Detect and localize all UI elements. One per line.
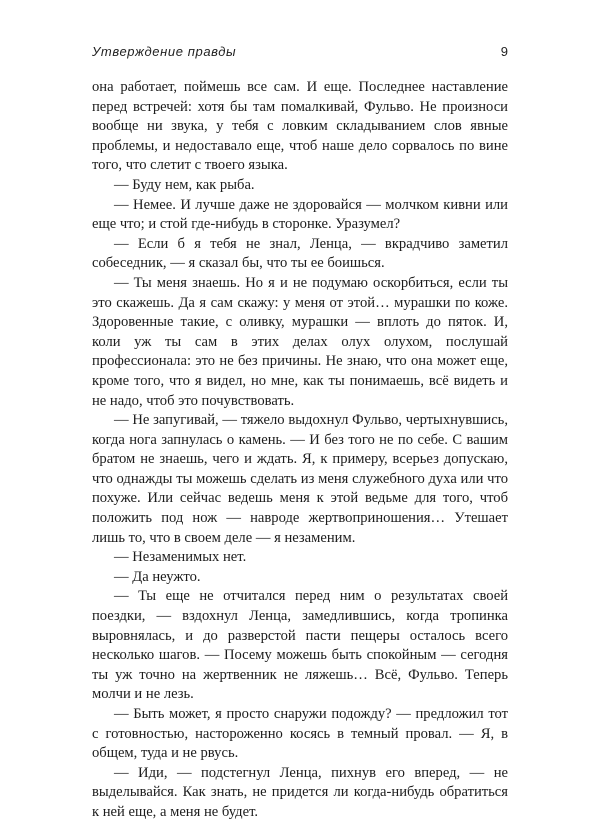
paragraph: — Если б я тебя не знал, Ленца, — вкрадчиво заметил собеседник, — я сказал бы, что ты ее боишься. [92,235,508,272]
paragraph: — Незаменимых нет. [114,549,247,566]
running-head [92,44,508,64]
paragraph: — Не запугивай, — тяжело выдохнул Фульво, чертыхнувшись, когда нога запнулась о камень. — И без того не по себе. С вашим братом не знаешь, чего и ждать. Я, к примеру, всерьез допускаю, что однажды ты можешь сделать из меня служебного духа или что похуже. Или сейчас ведешь меня к этой ведьме для того, чтоб положить под нож — навроде жертвоприношения… Утешает лишь то, что в своем деле — я незаменим. [92,412,508,546]
paragraph: — Да неужто. [114,568,201,585]
paragraph: — Иди, — подстегнул Ленца, пихнув его вперед, — не выделывайся. Как знать, не придется ли когда-нибудь обратиться к ней еще, а меня не будет. [92,764,508,820]
paragraph: она работает, поймешь все сам. И еще. Последнее наставление перед встречей: хотя бы там помалкивай, Фульво. Не произноси вообще ни звука, у тебя с ловким складыванием слов явные проблемы, и недоставало еще, чтоб наше дело сорвалось по вине того, что слетит с твоего языка. [92,79,508,174]
paragraph: — Ты еще не отчитался перед ним о результатах своей поездки, — вздохнул Ленца, замедлившись, когда тропинка выровнялась, и до разверстой пасти пещеры осталось всего несколько шагов. — Посему можешь быть спокойным — сегодня ты уж точно на жертвенник не ляжешь… Всё, Фульво. Теперь молчи и не лезь. [92,588,508,703]
paragraph: — Буду нем, как рыба. [114,176,255,193]
body-text [92,78,508,823]
running-title: Утверждение правды [92,44,237,59]
page-number: 9 [500,44,508,59]
paragraph: — Ты меня знаешь. Но я и не подумаю оскорбиться, если ты это скажешь. Да я сам скажу: у меня от этой… мурашки по коже. Здоровенные такие, с оливку, мурашки — вплоть до пяток. И, коли уж ты сам в этих делах олух олухом, послушай профессионала: это не без причины. Не знаю, что она может еще, кроме того, что я видел, но мне, как ты понимаешь, всё видеть и не надо, чтоб это почувствовать. [92,274,508,409]
paragraph: — Немее. И лучше даже не здоровайся — молчком кивни или еще что; и стой где-нибудь в сторонке. Уразумел? [92,196,508,233]
paragraph: — Быть может, я просто снаружи подожду? — предложил тот с готовностью, настороженно косясь в темный провал. — Я, в общем, туда и не рвусь. [92,706,508,762]
